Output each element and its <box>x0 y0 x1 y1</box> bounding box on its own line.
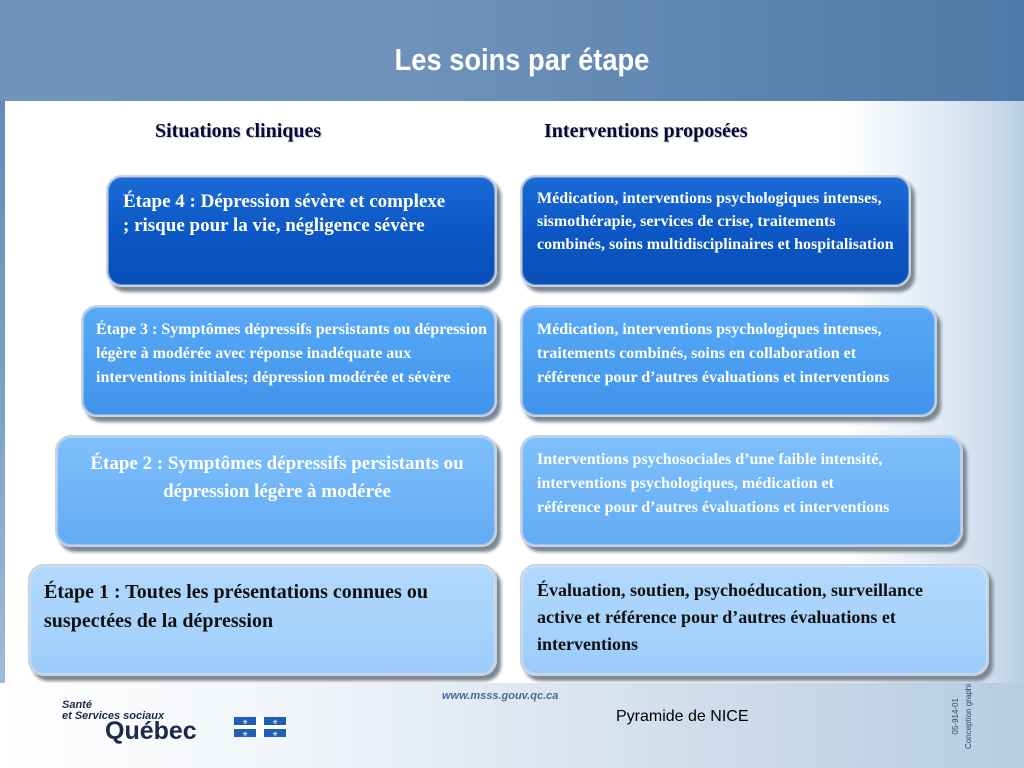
right-column-header: Interventions proposées <box>544 120 748 142</box>
step-4-situation-text: Étape 4 : Dépression sévère et complexe ; risque pour la vie, négligence sévère <box>123 191 446 236</box>
svg-text:⚜: ⚜ <box>272 730 279 737</box>
step-1-situation-text: Étape 1 : Toutes les présentations connues ou suspectées de la dépression <box>44 581 428 632</box>
svg-text:⚜: ⚜ <box>242 718 249 727</box>
figure-caption: Pyramide de NICE <box>616 708 749 725</box>
document-code: 05-914-01 <box>951 698 960 735</box>
org-line-1: Santé <box>62 699 92 711</box>
step-2-intervention-text: Interventions psychosociales d’une faible intensité, interventions psychologiques, médication et référence pour d’autres évaluations et interventions <box>537 451 890 516</box>
step-3-intervention-text: Médication, interventions psychologiques intenses, traitements combinés, soins en collaboration et référence pour d’autres évaluations et interventions <box>537 321 890 386</box>
quebec-flag-icon <box>234 717 286 737</box>
step-3-intervention-box <box>520 305 937 417</box>
step-3-situation-text: Étape 3 : Symptômes dépressifs persistants ou dépression légère à modérée avec réponse inadéquate aux interventions initiales; dépression modérée et sévère <box>96 321 487 386</box>
org-line-2: et Services sociaux <box>62 710 165 722</box>
slide-title: Les soins par étape <box>394 42 650 77</box>
step-2-situation-text: Étape 2 : Symptômes dépressifs persistants ou dépression légère à modérée <box>90 453 464 502</box>
quebec-wordmark: Québec <box>105 717 197 745</box>
svg-text:⚜: ⚜ <box>272 718 279 727</box>
step-4-intervention-box <box>520 175 911 287</box>
step-4-situation-box <box>106 175 497 287</box>
step-1-situation-box <box>28 564 497 676</box>
website-link[interactable]: www.msss.gouv.qc.ca <box>442 690 559 702</box>
step-1-intervention-box <box>520 564 989 676</box>
step-3-situation-box <box>81 305 497 417</box>
step-1-intervention-text: Évaluation, soutien, psychoéducation, surveillance active et référence pour d’autres évaluations et interventions <box>537 580 924 654</box>
design-credit: Conception graphi <box>964 684 973 749</box>
step-4-intervention-text: Médication, interventions psychologiques intenses, sismothérapie, services de crise, traitements combinés, soins multidisciplinaires et hospitalisation <box>537 190 894 253</box>
svg-text:⚜: ⚜ <box>242 730 249 737</box>
step-2-situation-box <box>55 435 497 547</box>
step-2-intervention-box <box>520 435 963 547</box>
left-column-header: Situations cliniques <box>155 120 322 142</box>
